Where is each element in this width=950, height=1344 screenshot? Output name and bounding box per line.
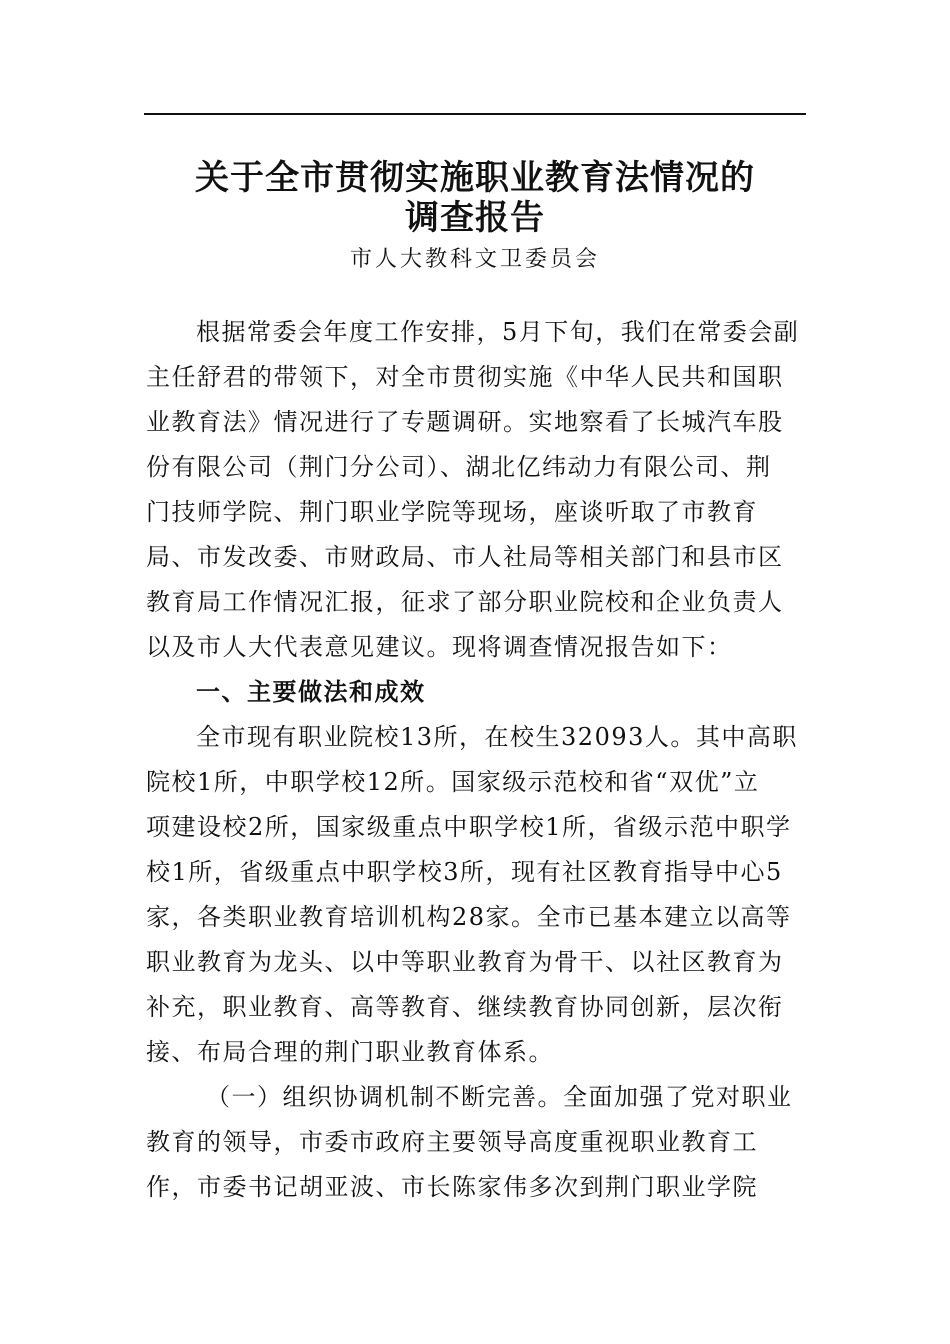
paragraph-2-line: 家，各类职业教育培训机构28家。全市已基本建立以高等 [146,903,792,931]
paragraph-1-line: 教育局工作情况汇报，征求了部分职业院校和企业负责人 [146,588,784,616]
paragraph-1-line: 业教育法》情况进行了专题调研。实地察看了长城汽车股 [146,408,784,436]
paragraph-1-line: 主任舒君的带领下，对全市贯彻实施《中华人民共和国职 [146,363,784,391]
paragraph-2-line: 补充，职业教育、高等教育、继续教育协同创新，层次衔 [146,993,784,1021]
paragraph-2-line: 接、布局合理的荆门职业教育体系。 [146,1038,554,1066]
paragraph-1-line: 根据常委会年度工作安排，5月下旬，我们在常委会副 [196,318,800,346]
document-title-line-1: 关于全市贯彻实施职业教育法情况的 [195,158,755,198]
document-title-line-2: 调查报告 [405,198,545,238]
paragraph-1-line: 局、市发改委、市财政局、市人社局等相关部门和县市区 [146,543,784,571]
paragraph-2-line: 校1所，省级重点中职学校3所，现有社区教育指导中心5 [146,858,783,886]
paragraph-3-line: 作，市委书记胡亚波、市长陈家伟多次到荆门职业学院 [146,1173,758,1201]
paragraph-1-line: 门技师学院、荆门职业学院等现场，座谈听取了市教育 [146,498,758,526]
paragraph-2-line: 全市现有职业院校13所，在校生32093人。其中高职 [196,723,798,751]
paragraph-1-line: 份有限公司（荆门分公司）、湖北亿纬动力有限公司、荆 [146,453,772,481]
paragraph-3-line: （一）组织协调机制不断完善。全面加强了党对职业 [206,1083,793,1111]
paragraph-2-line: 院校1所，中职学校12所。国家级示范校和省“双优”立 [146,768,760,796]
section-1-heading: 一、主要做法和成效 [196,678,426,706]
paragraph-2-line: 职业教育为龙头、以中等职业教育为骨干、以社区教育为 [146,948,784,976]
paragraph-1-line: 以及市人大代表意见建议。现将调查情况报告如下： [146,633,733,661]
paragraph-2-line: 项建设校2所，国家级重点中职学校1所，省级示范中职学 [146,813,792,841]
paragraph-3-line: 教育的领导，市委市政府主要领导高度重视职业教育工 [146,1128,758,1156]
top-rule [144,113,806,115]
document-subtitle: 市人大教科文卫委员会 [349,247,600,272]
